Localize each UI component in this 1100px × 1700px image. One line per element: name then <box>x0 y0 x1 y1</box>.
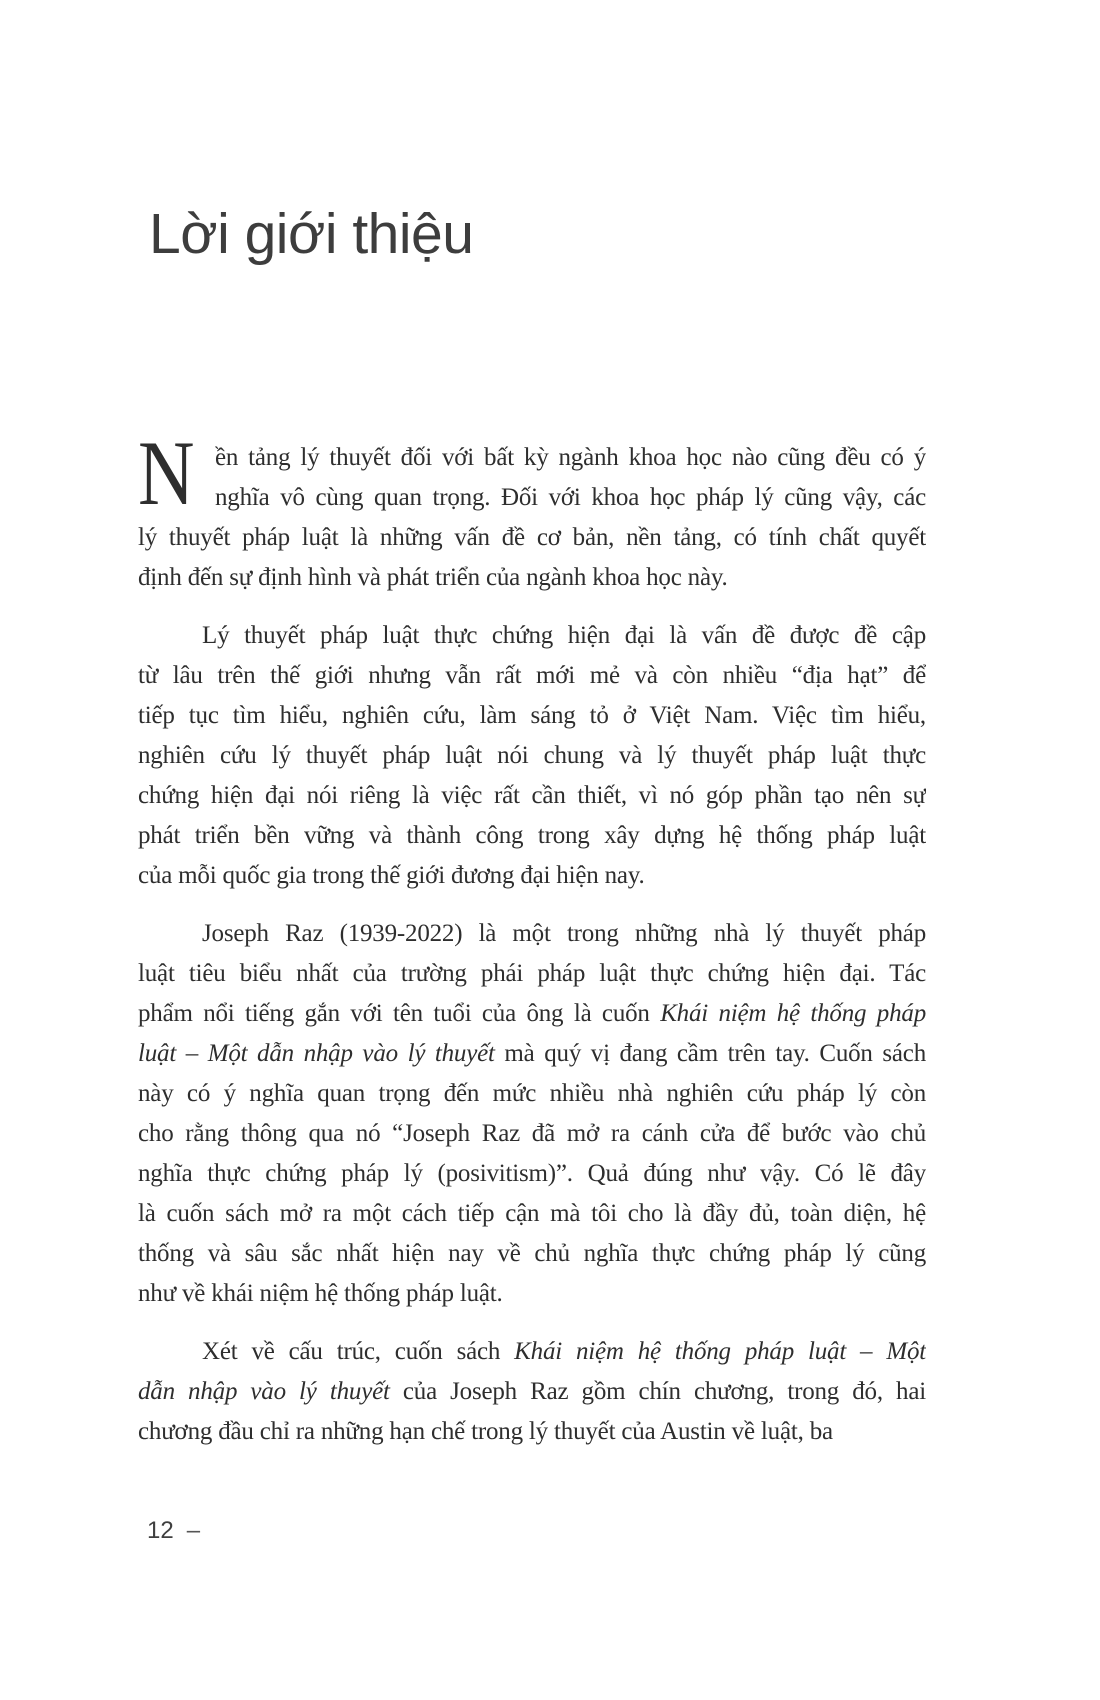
text-line <box>138 1034 926 1074</box>
text-segment: phát triển bền vững và thành công trong xây dựng hệ thống pháp luật <box>138 822 926 849</box>
text-segment: từ lâu trên thế giới nhưng vẫn rất mới mẻ và còn nhiều “địa hạt” để <box>138 662 926 689</box>
text-line <box>138 558 926 598</box>
text-line <box>215 438 926 478</box>
text-segment: mà quý vị đang cầm trên tay. Cuốn sách <box>494 1040 926 1067</box>
text-segment: là cuốn sách mở ra một cách tiếp cận mà tôi cho là đầy đủ, toàn diện, hệ <box>138 1200 926 1227</box>
text-line <box>138 954 926 994</box>
dropcap-letter: N <box>138 422 195 524</box>
text-segment: ền tảng lý thuyết đối với bất kỳ ngành khoa học nào cũng đều có ý <box>215 444 926 471</box>
page-footer <box>147 1519 200 1543</box>
text-segment: nghiên cứu lý thuyết pháp luật nói chung và lý thuyết pháp luật thực <box>138 742 926 769</box>
text-segment: nghĩa thực chứng pháp lý (posivitism)”. Quả đúng như vậy. Có lẽ đây <box>138 1160 926 1187</box>
text-line <box>138 1332 926 1372</box>
text-segment: của mỗi quốc gia trong thế giới đương đại hiện nay. <box>138 862 645 889</box>
text-line <box>215 478 926 518</box>
paragraph <box>138 422 926 598</box>
text-line <box>138 1074 926 1114</box>
text-segment: Xét về cấu trúc, cuốn sách <box>202 1338 515 1365</box>
text-segment: lý thuyết pháp luật là những vấn đề cơ bản, nền tảng, có tính chất quyết <box>138 524 926 551</box>
paragraph <box>138 914 926 1314</box>
text-segment: cho rằng thông qua nó “Joseph Raz đã mở ra cánh cửa để bước vào chủ <box>138 1120 926 1147</box>
text-line <box>138 1154 926 1194</box>
chapter-title: Lời giới thiệu <box>149 202 474 267</box>
text-segment: này có ý nghĩa quan trọng đến mức nhiều nhà nghiên cứu pháp lý còn <box>138 1080 926 1107</box>
text-line <box>138 1234 926 1274</box>
italic-text-segment: dẫn nhập vào lý thuyết <box>138 1378 390 1405</box>
italic-text-segment: Khái niệm hệ thống pháp luật – Một <box>514 1338 926 1365</box>
footer-dash: – <box>186 1517 201 1544</box>
text-line <box>138 696 926 736</box>
text-segment: chương đầu chỉ ra những hạn chế trong lý thuyết của Austin về luật, ba <box>138 1418 833 1445</box>
text-line <box>138 994 926 1034</box>
page-number: 12 <box>147 1517 174 1544</box>
text-segment: thống và sâu sắc nhất hiện nay về chủ nghĩa thực chứng pháp lý cũng <box>138 1240 926 1267</box>
text-line <box>138 1114 926 1154</box>
italic-text-segment: luật – Một dẫn nhập vào lý thuyết <box>138 1040 495 1067</box>
text-line <box>138 1274 926 1314</box>
text-line <box>138 816 926 856</box>
text-segment: luật tiêu biểu nhất của trường phái pháp luật thực chứng hiện đại. Tác <box>138 960 926 987</box>
text-line <box>138 776 926 816</box>
text-segment: chứng hiện đại nói riêng là việc rất cần thiết, vì nó góp phần tạo nên sự <box>138 782 926 809</box>
italic-text-segment: Khái niệm hệ thống pháp <box>660 1000 926 1027</box>
text-line <box>138 1372 926 1412</box>
body-text <box>138 422 926 1452</box>
text-segment: như về khái niệm hệ thống pháp luật. <box>138 1280 503 1307</box>
text-segment: tiếp tục tìm hiểu, nghiên cứu, làm sáng tỏ ở Việt Nam. Việc tìm hiểu, <box>138 702 926 729</box>
text-line <box>138 656 926 696</box>
text-segment: Joseph Raz (1939-2022) là một trong những nhà lý thuyết pháp <box>202 920 926 947</box>
text-line <box>138 736 926 776</box>
text-segment: nghĩa vô cùng quan trọng. Đối với khoa học pháp lý cũng vậy, các <box>215 484 926 511</box>
text-line <box>138 518 926 558</box>
text-segment: của Joseph Raz gồm chín chương, trong đó, hai <box>389 1378 926 1405</box>
text-segment: phẩm nổi tiếng gắn với tên tuổi của ông là cuốn <box>138 1000 661 1027</box>
text-line <box>138 856 926 896</box>
text-line <box>138 1194 926 1234</box>
text-line <box>138 616 926 656</box>
paragraph <box>138 616 926 896</box>
text-segment: Lý thuyết pháp luật thực chứng hiện đại là vấn đề được đề cập <box>202 622 926 649</box>
text-line <box>138 914 926 954</box>
paragraph <box>138 1332 926 1452</box>
text-line <box>138 1412 926 1452</box>
text-segment: định đến sự định hình và phát triển của ngành khoa học này. <box>138 564 728 591</box>
